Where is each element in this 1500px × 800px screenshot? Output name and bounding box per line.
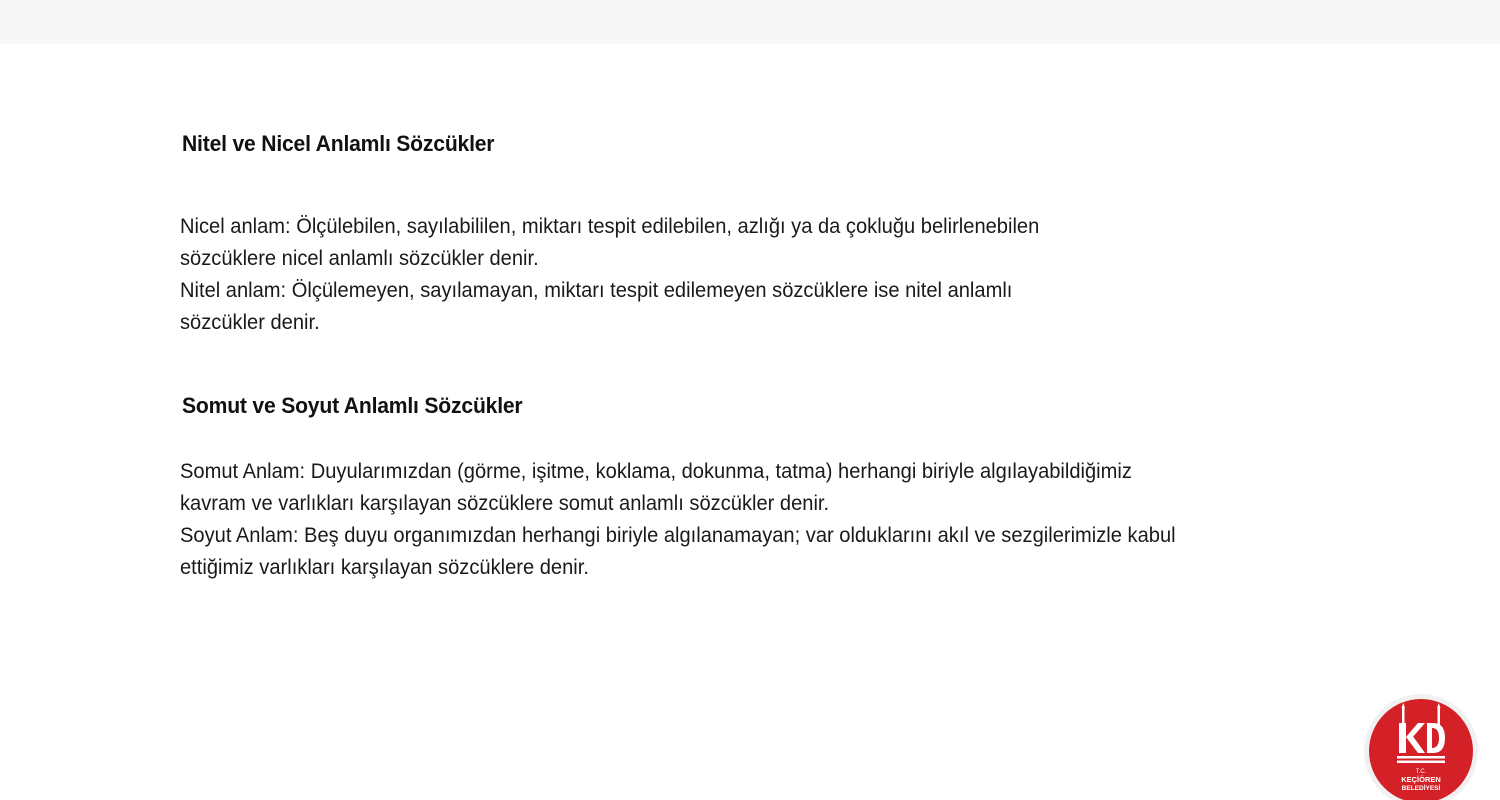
body-line: ettiğimiz varlıkları karşılayan sözcüklere denir.: [180, 555, 589, 579]
logo-emblem: [1363, 693, 1479, 800]
body-line: kavram ve varlıkları karşılayan sözcüklere somut anlamlı sözcükler denir.: [180, 491, 830, 515]
section-body-nitel-nicel: [180, 210, 1099, 338]
top-band: [0, 0, 1500, 44]
body-line: sözcükler denir.: [180, 310, 320, 334]
body-line: Nitel anlam: Ölçülemeyen, sayılamayan, miktarı tespit edilemeyen sözcüklere ise nitel anlamlı: [180, 278, 1013, 302]
section-body-somut-soyut: [180, 455, 1245, 583]
body-line: Nicel anlam: Ölçülebilen, sayılabililen, miktarı tespit edilebilen, azlığı ya da çokluğu belirlenebilen: [180, 214, 1040, 238]
logo-text-tc: T.C.: [1415, 769, 1427, 775]
body-line: Somut Anlam: Duyularımızdan (görme, işitme, koklama, dokunma, tatma) herhangi biriyle algılayabildiğimiz: [180, 459, 1132, 483]
body-line: sözcüklere nicel anlamlı sözcükler denir.: [180, 246, 539, 270]
logo-text-belediyesi: BELEDİYESİ: [1401, 785, 1441, 792]
section-heading-somut-soyut: Somut ve Soyut Anlamlı Sözcükler: [182, 393, 523, 418]
body-line: Soyut Anlam: Beş duyu organımızdan herhangi biriyle algılanamayan; var olduklarını akıl ve sezgilerimizle kabul: [180, 523, 1176, 547]
logo-text-kecioren: KEÇİÖREN: [1401, 775, 1441, 784]
section-heading-nitel-nicel: Nitel ve Nicel Anlamlı Sözcükler: [182, 131, 495, 156]
kecioren-municipality-logo: [1363, 693, 1479, 800]
slide: [0, 44, 1500, 800]
